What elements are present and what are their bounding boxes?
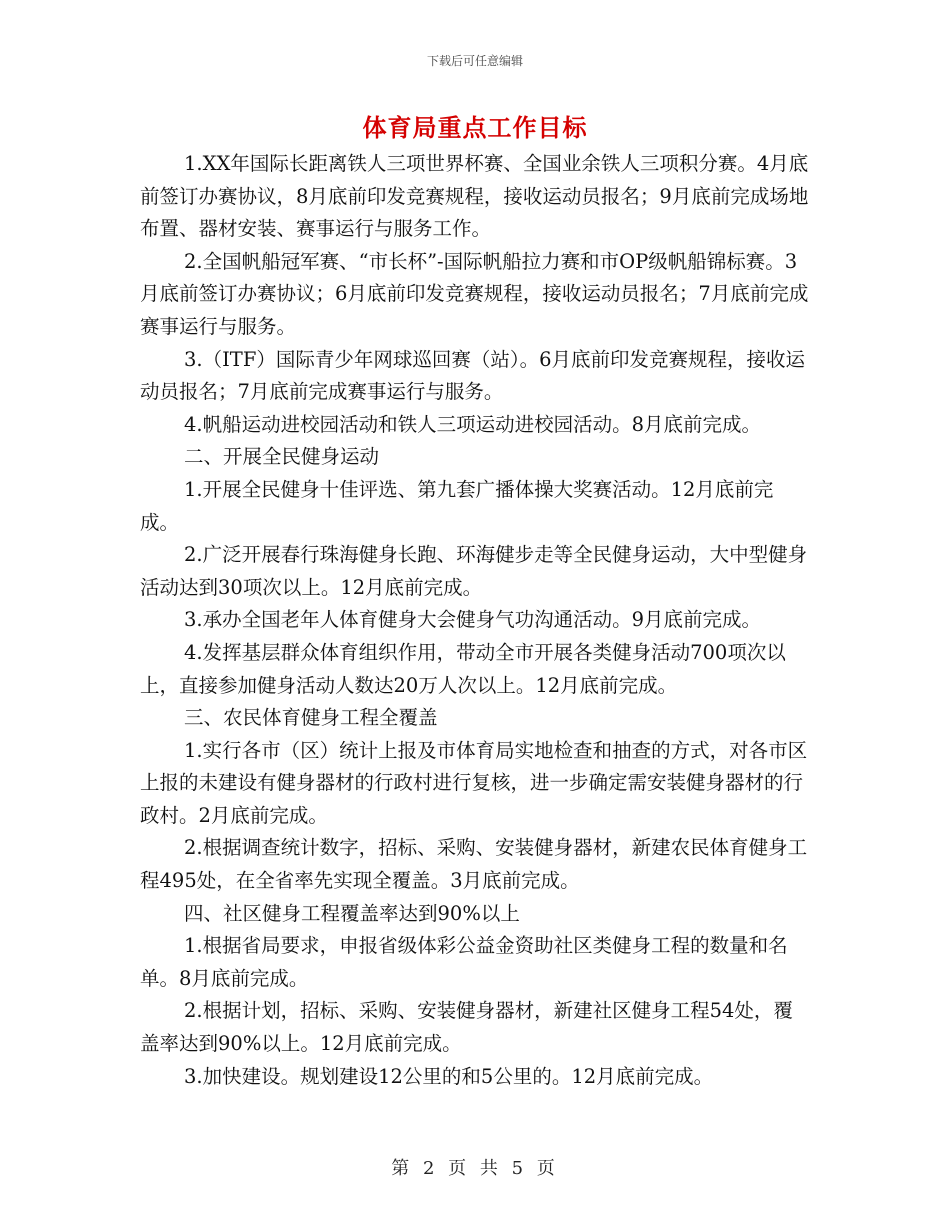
page-number-footer: 第 2 页 共 5 页	[391, 1158, 559, 1179]
section-heading-4: 四、社区健身工程覆盖率达到90%以上	[184, 901, 520, 925]
paragraph-rural-2: 2.根据调查统计数字，招标、采购、安装健身器材，新建农民体育健身工程495处，在全省率先实现全覆盖。3月底前完成。	[140, 836, 808, 893]
document-title: 体育局重点工作目标	[362, 114, 588, 142]
paragraph-2-sailing: 2.全国帆船冠军赛、“市长杯”-国际帆船拉力赛和市OP级帆船锦标赛。3月底前签订办赛协议；6月底前印发竞赛规程，接收运动员报名；7月底前完成赛事运行与服务。	[140, 249, 809, 338]
paragraph-fitness-3: 3.承办全国老年人体育健身大会健身气功沟通活动。9月底前完成。	[184, 608, 762, 632]
paragraph-rural-1: 1.实行各市（区）统计上报及市体育局实地检查和抽查的方式，对各市区上报的未建设有健身器材的行政村进行复核，进一步确定需安装健身器材的行政村。2月底前完成。	[140, 738, 808, 827]
paragraph-fitness-4: 4.发挥基层群众体育组织作用，带动全市开展各类健身活动700项次以上，直接参加健身活动人数达20万人次以上。12月底前完成。	[140, 640, 786, 697]
paragraph-community-2: 2.根据计划，招标、采购、安装健身器材，新建社区健身工程54处，覆盖率达到90%以上。12月底前完成。	[140, 999, 793, 1056]
section-heading-2: 二、开展全民健身运动	[184, 445, 380, 469]
paragraph-community-3: 3.加快建设。规划建设12公里的和5公里的。12月底前完成。	[184, 1064, 714, 1088]
paragraph-community-1: 1.根据省局要求，申报省级体彩公益金资助社区类健身工程的数量和名单。8月底前完成。	[140, 934, 788, 990]
paragraph-fitness-2: 2.广泛开展春行珠海健身长跑、环海健步走等全民健身运动，大中型健身活动达到30项次以上。12月底前完成。	[140, 543, 808, 599]
paragraph-3-tennis: 3.（ITF）国际青少年网球巡回赛（站）。6月底前印发竞赛规程，接收运动员报名；7月底前完成赛事运行与服务。	[140, 347, 806, 404]
page-header-note: 下载后可任意编辑	[426, 54, 523, 68]
document-body	[140, 148, 810, 1093]
paragraph-1-triathlon: 1.XX年国际长距离铁人三项世界杯赛、全国业余铁人三项积分赛。4月底前签订办赛协议，8月底前印发竞赛规程，接收运动员报名；9月底前完成场地布置、器材安装、赛事运行与服务工作。	[140, 152, 809, 241]
paragraph-4-campus: 4.帆船运动进校园活动和铁人三项运动进校园活动。8月底前完成。	[184, 412, 762, 436]
section-heading-3: 三、农民体育健身工程全覆盖	[184, 706, 438, 730]
paragraph-fitness-1: 1.开展全民健身十佳评选、第九套广播体操大奖赛活动。12月底前完成。	[140, 477, 774, 534]
